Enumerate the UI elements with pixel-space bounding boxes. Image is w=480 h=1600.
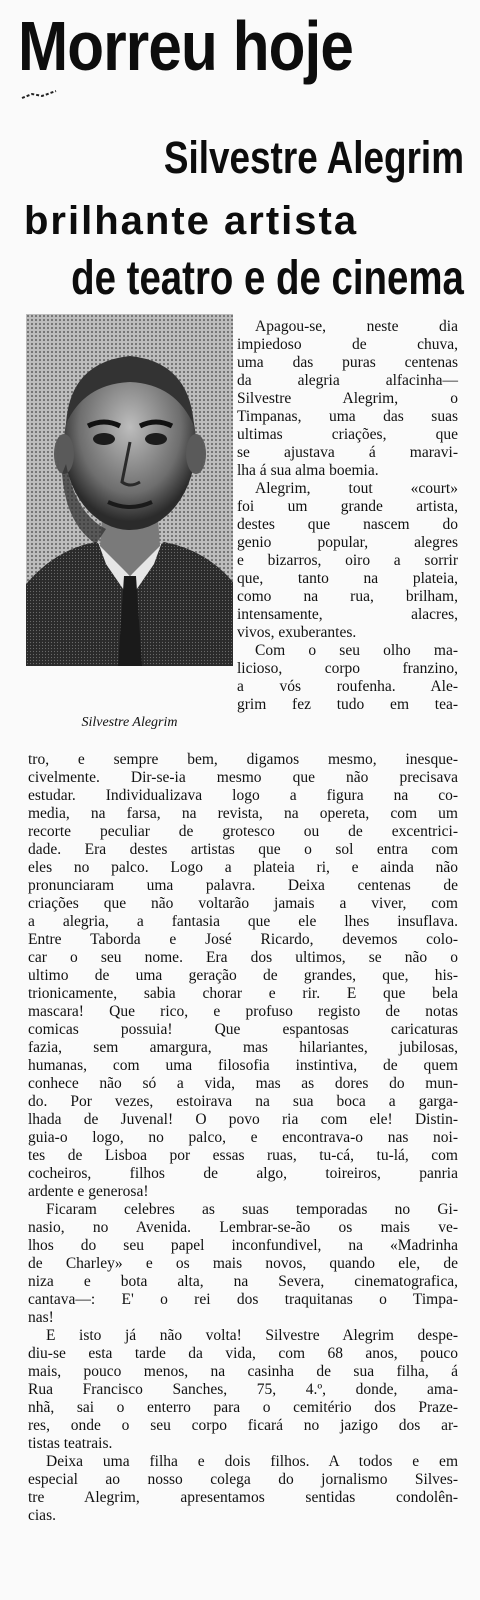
text-line: cantava—: E' o rei dos traquitanas o Timpa-: [28, 1291, 458, 1308]
text-line: cias.: [28, 1507, 56, 1524]
text-line: Rua Francisco Sanches, 75, 4.º, donde, ama-: [28, 1381, 458, 1398]
headline-subtitle: brilhante artista: [24, 199, 359, 243]
text-line: genio popular, alegres: [237, 534, 458, 551]
text-line: tre Alegrim, apresentamos sentidas condolên-: [28, 1489, 458, 1506]
text-line: humanas, com uma filosofia instintiva, de quem: [28, 1057, 458, 1074]
text-line: cocheiros, filhos de algo, toireiros, panria: [28, 1165, 458, 1182]
text-line: media, na farsa, na revista, na opereta, com um: [28, 805, 458, 822]
text-line: criações que não voltarão jamais a viver, com: [28, 895, 458, 912]
text-line: e bizarros, oiro a sorrir: [237, 552, 458, 569]
text-line: lhos do seu papel inconfundivel, na «Madrinha: [28, 1237, 458, 1254]
text-line: que, tanto na plateia,: [237, 570, 458, 587]
text-line: Ficaram celebres as suas temporadas no Gi-: [46, 1201, 458, 1218]
text-line: Deixa uma filha e dois filhos. A todos e em: [46, 1453, 458, 1470]
text-line: se ajustava á maravi-: [237, 444, 458, 461]
text-line: vivos, exuberantes.: [237, 624, 357, 641]
text-line: recorte peculiar de grotesco ou de excentrici-: [28, 823, 458, 840]
text-line: mais, pouco menos, na casinha de sua filha, á: [28, 1363, 458, 1380]
text-line: conhece não só a vida, mas as dores do mun-: [28, 1075, 458, 1092]
text-line: a alegria, a fantasia que ele lhes insuflava.: [28, 913, 458, 930]
text-line: Com o seu olho ma-: [255, 642, 458, 659]
text-line: guia-o logo, no palco, e encontrava-o nas noi-: [28, 1129, 458, 1146]
portrait-photo: [26, 314, 233, 666]
text-line: destes que nascem do: [237, 516, 458, 533]
headline-subtitle-2: de teatro e de cinema: [71, 252, 464, 305]
text-line: ultimas criações, que: [237, 426, 458, 443]
text-line: dade. Era destes artistas que o sol entra com: [28, 841, 458, 858]
text-line: ardente e generosa!: [28, 1183, 149, 1200]
text-line: tro, e sempre bem, digamos mesmo, inesque-: [28, 751, 458, 768]
text-line: Entre Taborda e José Ricardo, devemos colo-: [28, 931, 458, 948]
text-line: tistas teatrais.: [28, 1435, 113, 1452]
text-line: estudar. Individualizava logo a figura na co-: [28, 787, 458, 804]
text-line: res, onde o seu corpo ficará no jazigo dos ar-: [28, 1417, 458, 1434]
article-full-width: [28, 751, 458, 1525]
text-line: lha á sua alma boemia.: [237, 462, 379, 479]
photo-caption: Silvestre Alegrim: [81, 715, 178, 730]
text-line: especial ao nosso colega do jornalismo Silves-: [28, 1471, 458, 1488]
text-line: lhada de Juvenal! O povo ria com ele! Distin-: [28, 1111, 458, 1128]
text-line: tes de Lisboa por essas ruas, tu-cá, tu-lá, com: [28, 1147, 458, 1164]
text-line: E isto já não volta! Silvestre Alegrim despe-: [46, 1327, 458, 1344]
text-line: do. Por vezes, estoirava na sua boca a garga-: [28, 1093, 458, 1110]
text-line: licioso, corpo franzino,: [237, 660, 458, 677]
text-line: nas!: [28, 1309, 54, 1326]
text-line: diu-se esta tarde da vida, com 68 anos, pouco: [28, 1345, 458, 1362]
text-line: car o seu nome. Era dos ultimos, se não o: [28, 949, 458, 966]
text-line: Timpanas, uma das suas: [237, 408, 458, 425]
text-line: niza e bota alta, na Severa, cinematografica,: [28, 1273, 458, 1290]
text-line: grim fez tudo em tea-: [237, 696, 458, 713]
text-line: impiedoso de chuva,: [237, 336, 458, 353]
text-line: pronunciaram uma palavra. Deixa centenas de: [28, 877, 458, 894]
text-line: Alegrim, tout «court»: [255, 480, 458, 497]
text-line: nhã, sai o enterro para o cemitério dos Praze-: [28, 1399, 458, 1416]
text-line: foi um grande artista,: [237, 498, 458, 515]
article-right-column: [237, 318, 458, 714]
text-line: comicas possuia! Que espantosas caricaturas: [28, 1021, 458, 1038]
decorative-mark: [20, 88, 60, 102]
text-line: nasio, no Avenida. Lembrar-se-ão os mais ve-: [28, 1219, 458, 1236]
text-line: trionicamente, sabia chorar e rir. E que bela: [28, 985, 458, 1002]
text-line: intensamente, alacres,: [237, 606, 458, 623]
text-line: mascara! Que rico, e profuso registo de notas: [28, 1003, 458, 1020]
text-line: Apagou-se, neste dia: [255, 318, 458, 335]
text-line: fazia, sem amargura, mas hilariantes, jubilosas,: [28, 1039, 458, 1056]
text-line: uma das puras centenas: [237, 354, 458, 371]
text-line: ultimo de uma geração de grandes, que, his-: [28, 967, 458, 984]
text-line: de Charley» e os mais novos, quando ele, de: [28, 1255, 458, 1272]
text-line: Silvestre Alegrim, o: [237, 390, 458, 407]
text-line: a vós roufenha. Ale-: [237, 678, 458, 695]
text-line: da alegria alfacinha—: [237, 372, 458, 389]
headline-name: Silvestre Alegrim: [163, 132, 464, 183]
headline-main: Morreu hoje: [18, 7, 354, 85]
text-line: civelmente. Dir-se-ia mesmo que não precisava: [28, 769, 458, 786]
text-line: como na rua, brilham,: [237, 588, 458, 605]
text-line: eles no palco. Logo a plateia ri, e ainda não: [28, 859, 458, 876]
